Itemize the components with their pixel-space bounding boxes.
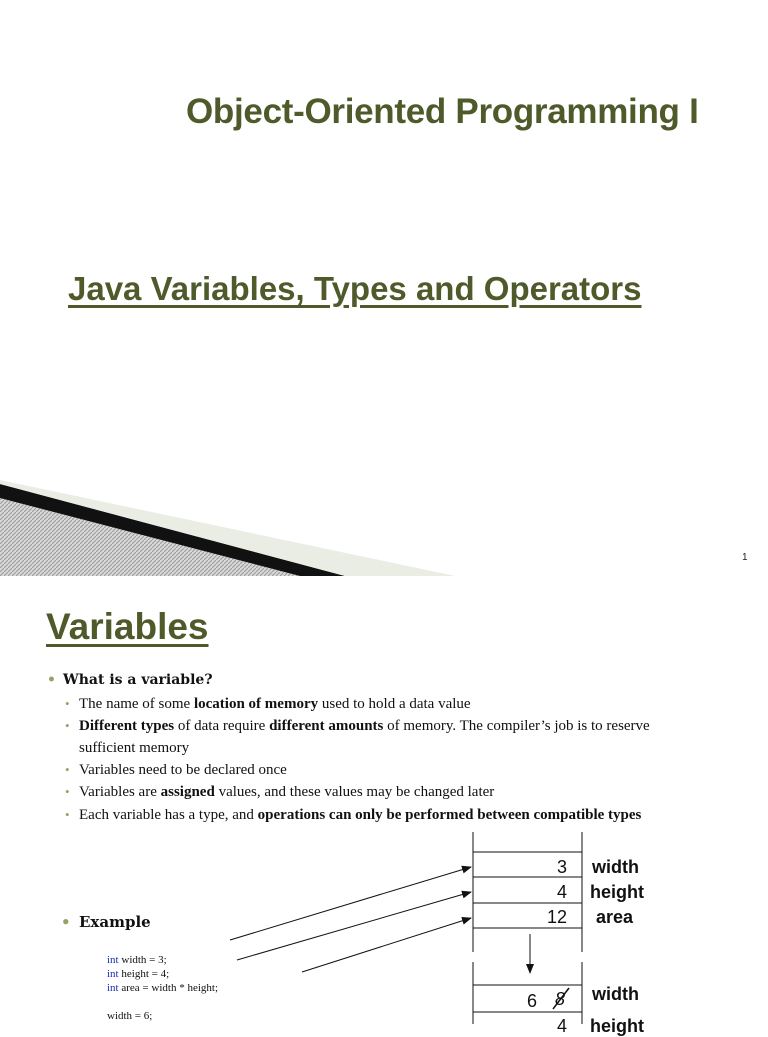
bullet-dot-icon: • — [47, 672, 56, 688]
course-title: Object-Oriented Programming I — [186, 92, 699, 131]
memory-label-width: width — [592, 857, 639, 877]
slide-title: Variables — [46, 606, 209, 647]
sub-bullet-4: • Variables are assigned values, and these values may be changed later — [79, 781, 729, 803]
sub-bullet-1: • The name of some location of memory used to hold a data value — [79, 693, 729, 715]
memory-label-height-2: height — [590, 1016, 644, 1036]
sub-bullet-3: • Variables need to be declared once — [79, 759, 729, 781]
code-line-4: width = 6; — [107, 1010, 153, 1022]
memory-value-width-new: 6 — [527, 991, 538, 1011]
page-number: 1 — [742, 552, 748, 563]
bullet-dot-icon: • — [65, 762, 70, 777]
memory-label-width-2: width — [592, 984, 639, 1004]
bullet-dot-icon: • — [65, 807, 70, 822]
code-line-1: int width = 3; — [107, 954, 167, 966]
lecture-title: Java Variables, Types and Operators — [68, 270, 642, 307]
bullet-question: • What is a variable? — [47, 672, 213, 688]
code-line-2: int height = 4; — [107, 968, 170, 980]
bullet-dot-icon: • — [61, 913, 71, 931]
memory-diagram — [0, 576, 768, 1024]
memory-value-width: 3 — [557, 857, 568, 877]
code-line-3: int area = width * height; — [107, 982, 218, 994]
arrow-area — [302, 918, 471, 972]
slide-2 — [0, 576, 768, 1036]
sub-bullet-2: • Different types of data require different amounts of memory. The compiler’s job is to reserve sufficient memory — [79, 715, 709, 759]
bullet-dot-icon: • — [65, 718, 70, 733]
decorative-swoosh — [0, 476, 470, 576]
memory-value-area: 12 — [547, 907, 568, 927]
memory-value-height-2: 4 — [557, 1016, 568, 1036]
sub-bullet-5: • Each variable has a type, and operations can only be performed between compatible types — [79, 804, 719, 826]
memory-value-width-old: 8 — [555, 989, 566, 1009]
bullet-example: • Example — [61, 913, 151, 931]
memory-label-area: area — [596, 907, 634, 927]
memory-value-height: 4 — [557, 882, 568, 902]
bullet-dot-icon: • — [65, 784, 70, 799]
memory-label-height: height — [590, 882, 644, 902]
bullet-dot-icon: • — [65, 696, 70, 711]
